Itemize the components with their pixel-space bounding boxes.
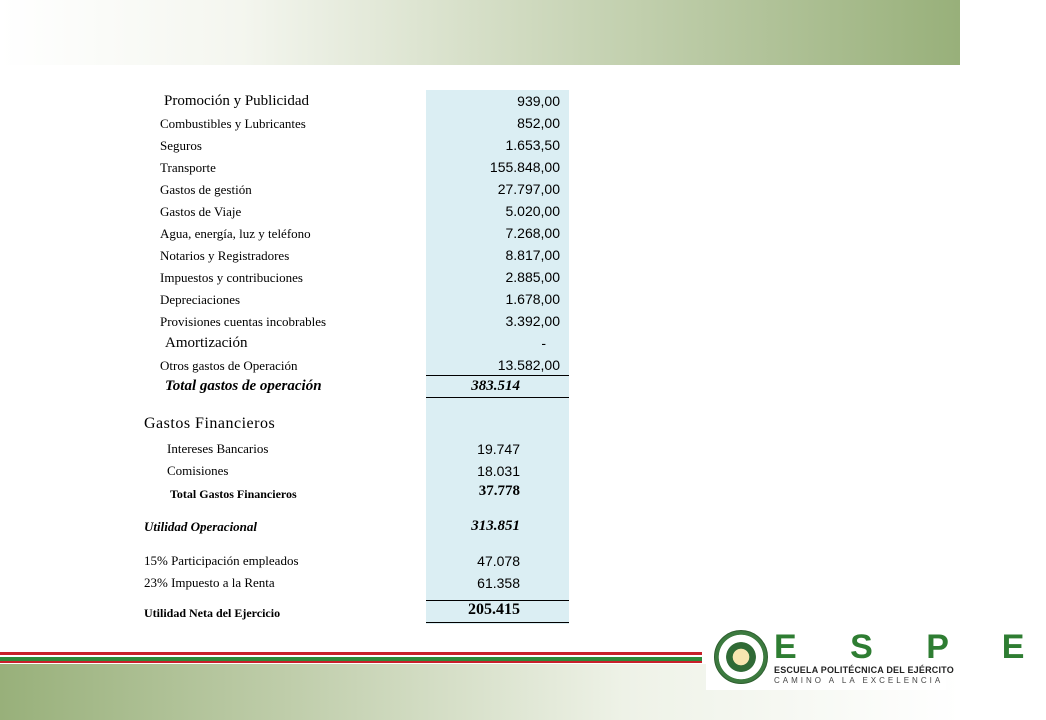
total-financieros-value: 37.778 <box>478 483 520 499</box>
logo-institution-name: ESCUELA POLITÉCNICA DEL EJÉRCITO <box>774 665 954 675</box>
top-decorative-band <box>0 0 960 65</box>
row-label: Transporte <box>160 160 216 175</box>
total-operacion-label: Total gastos de operación <box>165 378 322 394</box>
row-value: 1.678,00 <box>505 291 560 307</box>
row-label: Provisiones cuentas incobrables <box>160 314 327 329</box>
logo-motto: CAMINO A LA EXCELENCIA <box>774 676 944 685</box>
row-value: 155.848,00 <box>489 159 560 175</box>
utilidad-operacional-label: Utilidad Operacional <box>144 519 258 534</box>
row-value: 8.817,00 <box>505 247 560 263</box>
row-label: Combustibles y Lubricantes <box>160 116 306 131</box>
participacion-value: 47.078 <box>477 553 520 569</box>
row-value: 852,00 <box>517 115 560 131</box>
row-label: Intereses Bancarios <box>167 441 269 456</box>
row-value: 939,00 <box>517 93 560 109</box>
separator-line <box>426 375 569 376</box>
row-value: 2.885,00 <box>505 269 560 285</box>
row-label: Gastos de Viaje <box>160 204 242 219</box>
row-label: Impuestos y contribuciones <box>160 270 303 285</box>
participacion-label: 15% Participación empleados <box>144 553 299 568</box>
row-value: 13.582,00 <box>497 357 560 373</box>
crest-icon <box>714 630 768 684</box>
separator-line <box>426 622 569 623</box>
impuesto-value: 61.358 <box>477 575 520 591</box>
flag-stripes <box>0 652 702 664</box>
impuesto-label: 23% Impuesto a la Renta <box>144 575 275 590</box>
row-value: - <box>541 335 546 351</box>
row-value: 7.268,00 <box>505 225 560 241</box>
row-label: Gastos de gestión <box>160 182 252 197</box>
utilidad-neta-value: 205.415 <box>468 601 520 618</box>
utilidad-operacional-value: 313.851 <box>471 518 520 534</box>
row-label: Agua, energía, luz y teléfono <box>160 226 311 241</box>
row-label: Comisiones <box>167 463 229 478</box>
row-label: Seguros <box>160 138 202 153</box>
row-label: Promoción y Publicidad <box>164 93 309 109</box>
row-label: Otros gastos de Operación <box>160 358 298 373</box>
total-operacion-value: 383.514 <box>471 378 520 394</box>
row-label: Depreciaciones <box>160 292 241 307</box>
row-label: Notarios y Registradores <box>160 248 290 263</box>
row-value: 5.020,00 <box>505 203 560 219</box>
espe-logo <box>706 628 1046 690</box>
separator-line <box>426 397 569 398</box>
utilidad-neta-label: Utilidad Neta del Ejercicio <box>144 606 281 620</box>
total-financieros-label: Total Gastos Financieros <box>170 487 297 501</box>
row-value: 1.653,50 <box>505 137 560 153</box>
row-value: 19.747 <box>477 441 520 457</box>
gastos-financieros-heading: Gastos Financieros <box>144 415 276 432</box>
row-value: 18.031 <box>477 463 520 479</box>
row-label: Amortización <box>165 335 248 351</box>
row-value: 3.392,00 <box>505 313 560 329</box>
logo-letters: E S P E <box>774 628 1046 666</box>
row-value: 27.797,00 <box>497 181 560 197</box>
